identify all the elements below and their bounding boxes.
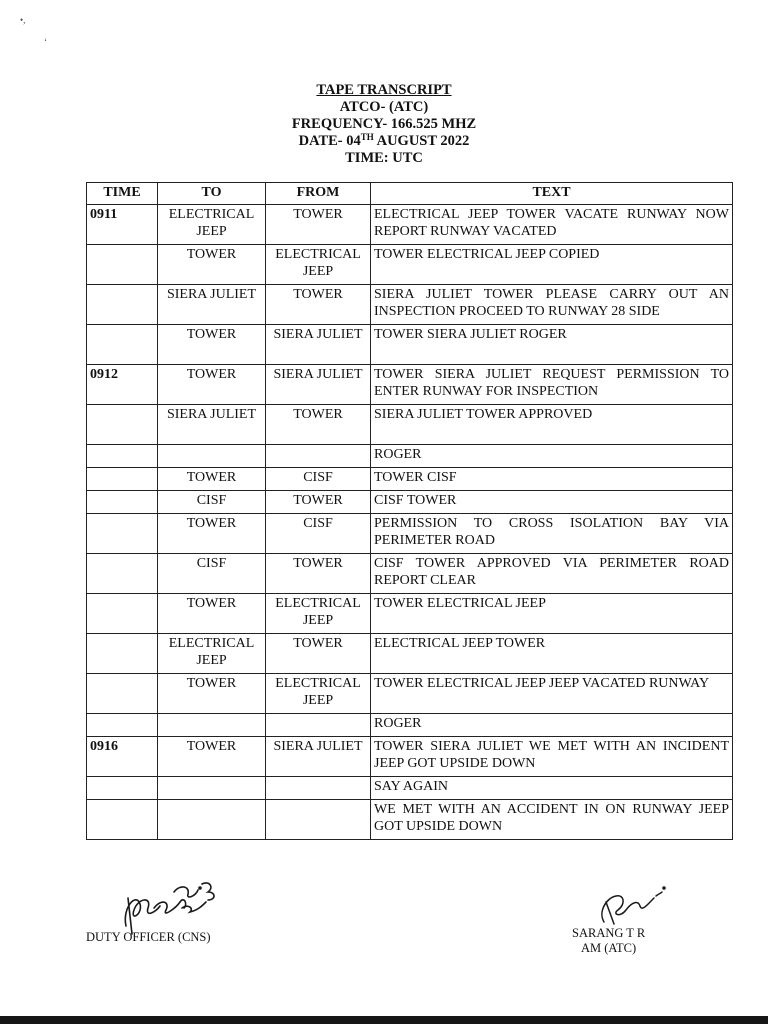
cell-time (87, 634, 158, 674)
cell-text: CISF TOWER APPROVED VIA PERIMETER ROAD REPORT CLEAR (371, 554, 733, 594)
frequency-line: FREQUENCY- 166.525 MHZ (291, 116, 477, 132)
cell-from: ELECTRICAL JEEP (266, 674, 371, 714)
cell-from: TOWER (266, 205, 371, 245)
table-row (87, 634, 733, 674)
cell-from (266, 800, 371, 840)
cell-to (158, 714, 266, 737)
scan-edge-bar (0, 1016, 768, 1024)
cell-from (266, 714, 371, 737)
duty-officer-label: DUTY OFFICER (CNS) (86, 930, 211, 944)
table-row (87, 491, 733, 514)
cell-to: TOWER (158, 737, 266, 777)
transcript-header (0, 82, 768, 167)
transcript-table (86, 182, 733, 840)
cell-text: ROGER (371, 714, 733, 737)
table-row (87, 777, 733, 800)
cell-text: TOWER CISF (371, 468, 733, 491)
document-title: TAPE TRANSCRIPT (316, 82, 452, 98)
table-row (87, 325, 733, 365)
scan-speck: •, (20, 15, 26, 25)
table-row (87, 285, 733, 325)
cell-time (87, 405, 158, 445)
time-zone-line: TIME: UTC (345, 150, 423, 166)
cell-time (87, 445, 158, 468)
cell-text: TOWER SIERA JULIET WE MET WITH AN INCIDENT JEEP GOT UPSIDE DOWN (371, 737, 733, 777)
cell-text: PERMISSION TO CROSS ISOLATION BAY VIA PERIMETER ROAD (371, 514, 733, 554)
cell-from: SIERA JULIET (266, 325, 371, 365)
cell-time (87, 714, 158, 737)
cell-to: TOWER (158, 365, 266, 405)
cell-from: TOWER (266, 285, 371, 325)
cell-to: TOWER (158, 674, 266, 714)
cell-time (87, 800, 158, 840)
table-row (87, 245, 733, 285)
cell-time: 0916 (87, 737, 158, 777)
cell-text: CISF TOWER (371, 491, 733, 514)
table-row (87, 674, 733, 714)
cell-time: 0912 (87, 365, 158, 405)
cell-text: SIERA JULIET TOWER APPROVED (371, 405, 733, 445)
cell-from: SIERA JULIET (266, 365, 371, 405)
cell-text: TOWER SIERA JULIET REQUEST PERMISSION TO ENTER RUNWAY FOR INSPECTION (371, 365, 733, 405)
column-header-text: TEXT (371, 183, 733, 205)
table-header-row (87, 183, 733, 205)
cell-time (87, 777, 158, 800)
am-atc-signature (594, 884, 666, 928)
cell-from (266, 777, 371, 800)
cell-to: TOWER (158, 325, 266, 365)
cell-time (87, 674, 158, 714)
cell-to: ELECTRICAL JEEP (158, 634, 266, 674)
cell-text: TOWER SIERA JULIET ROGER (371, 325, 733, 365)
cell-from: TOWER (266, 634, 371, 674)
cell-to: TOWER (158, 468, 266, 491)
cell-to: TOWER (158, 514, 266, 554)
cell-time (87, 325, 158, 365)
cell-from: TOWER (266, 405, 371, 445)
cell-text: SAY AGAIN (371, 777, 733, 800)
cell-to: SIERA JULIET (158, 405, 266, 445)
cell-from: ELECTRICAL JEEP (266, 245, 371, 285)
cell-from: CISF (266, 468, 371, 491)
signatory-role: AM (ATC) (580, 941, 637, 955)
column-header-time: TIME (87, 183, 158, 205)
table-row (87, 445, 733, 468)
cell-text: ELECTRICAL JEEP TOWER VACATE RUNWAY NOW REPORT RUNWAY VACATED (371, 205, 733, 245)
cell-from: SIERA JULIET (266, 737, 371, 777)
cell-to: CISF (158, 554, 266, 594)
cell-time (87, 514, 158, 554)
cell-time (87, 245, 158, 285)
cell-to: TOWER (158, 245, 266, 285)
cell-to (158, 800, 266, 840)
cell-from: TOWER (266, 491, 371, 514)
cell-text: SIERA JULIET TOWER PLEASE CARRY OUT AN INSPECTION PROCEED TO RUNWAY 28 SIDE (371, 285, 733, 325)
table-row (87, 365, 733, 405)
cell-text: ELECTRICAL JEEP TOWER (371, 634, 733, 674)
table-row (87, 514, 733, 554)
cell-to: TOWER (158, 594, 266, 634)
date-line: DATE- 04TH AUGUST 2022 (298, 132, 470, 149)
cell-time (87, 468, 158, 491)
table-row (87, 205, 733, 245)
unit-line: ATCO- (ATC) (339, 99, 429, 115)
table-row (87, 737, 733, 777)
table-row (87, 714, 733, 737)
column-header-to: TO (158, 183, 266, 205)
cell-from: ELECTRICAL JEEP (266, 594, 371, 634)
cell-to: SIERA JULIET (158, 285, 266, 325)
am-atc-signature-block (572, 926, 645, 956)
cell-time (87, 554, 158, 594)
cell-time (87, 491, 158, 514)
table-row (87, 800, 733, 840)
cell-from: CISF (266, 514, 371, 554)
cell-time (87, 594, 158, 634)
table-row (87, 594, 733, 634)
cell-text: ROGER (371, 445, 733, 468)
cell-from (266, 445, 371, 468)
scan-speck: ‘ (44, 37, 47, 47)
table-row (87, 405, 733, 445)
cell-text: TOWER ELECTRICAL JEEP (371, 594, 733, 634)
column-header-from: FROM (266, 183, 371, 205)
cell-from: TOWER (266, 554, 371, 594)
cell-time (87, 285, 158, 325)
signatory-name: SARANG T R (572, 926, 646, 940)
cell-to: ELECTRICAL JEEP (158, 205, 266, 245)
cell-text: TOWER ELECTRICAL JEEP COPIED (371, 245, 733, 285)
cell-text: TOWER ELECTRICAL JEEP JEEP VACATED RUNWAY (371, 674, 733, 714)
cell-time: 0911 (87, 205, 158, 245)
cell-to (158, 777, 266, 800)
cell-to: CISF (158, 491, 266, 514)
table-row (87, 554, 733, 594)
cell-to (158, 445, 266, 468)
table-row (87, 468, 733, 491)
cell-text: WE MET WITH AN ACCIDENT IN ON RUNWAY JEEP GOT UPSIDE DOWN (371, 800, 733, 840)
